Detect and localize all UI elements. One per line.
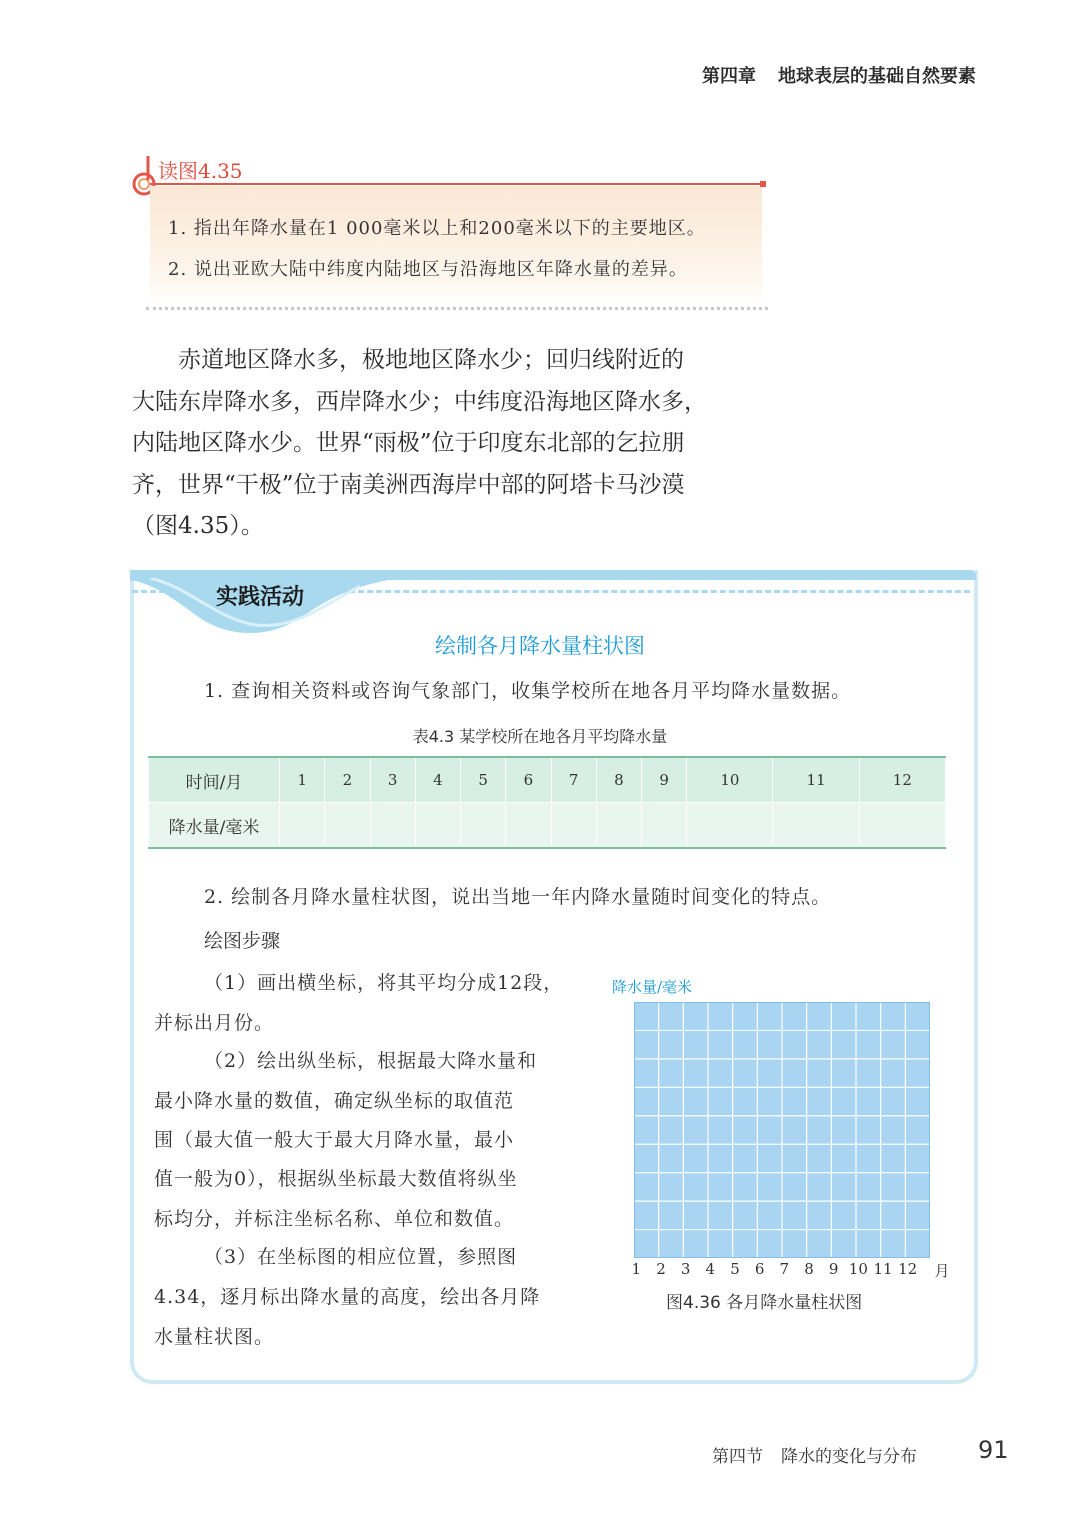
read-figure-divider [146,307,768,310]
table-header-month: 时间/月 [149,757,280,803]
footer-section [712,1442,917,1467]
table-cell-month: 8 [596,757,641,803]
body-line: 内陆地区降水少。世界“雨极”位于印度东北部的乞拉朋 [132,430,685,456]
read-figure-rule [150,183,764,185]
table-cell-month: 7 [551,757,596,803]
table-cell-rainfall[interactable] [280,803,325,849]
table-cell-rainfall[interactable] [325,803,370,849]
figure-caption: 图4.36 各月降水量柱状图 [666,1293,863,1313]
table-cell-rainfall[interactable] [551,803,596,849]
chapter-title: 地球表层的基础自然要素 [778,66,976,87]
rainfall-table [148,756,946,849]
blank-bar-chart-grid [634,1002,930,1258]
table-cell-month: 11 [773,757,859,803]
table-cell-rainfall[interactable] [642,803,687,849]
activity-step-1: 1. 查询相关资料或咨询气象部门，收集学校所在地各月平均降水量数据。 [204,680,852,702]
drawing-steps-title: 绘图步骤 [204,930,281,952]
step-text-line: 水量柱状图。 [154,1326,275,1348]
table-cell-month: 4 [415,757,460,803]
grid-x-tick-label: 5 [730,1260,740,1278]
table-row [149,803,946,849]
step-text-line: （2）绘出纵坐标，根据最大降水量和 [204,1050,538,1072]
table-cell-rainfall[interactable] [596,803,641,849]
grid-x-tick-label: 10 [848,1260,868,1278]
grid-x-tick-label: 4 [705,1260,716,1278]
table-cell-rainfall[interactable] [370,803,415,849]
step-text-line: （3）在坐标图的相应位置，参照图 [204,1246,518,1268]
body-line: 齐，世界“干极”位于南美洲西海岸中部的阿塔卡马沙漠 [132,471,685,498]
body-line: 大陆东岸降水多，西岸降水少；中纬度沿海地区降水多， [132,388,707,415]
table-cell-month: 10 [687,757,773,803]
read-figure-box [150,186,762,304]
table-cell-month: 1 [280,757,325,803]
step-text-line: 值一般为0），根据纵坐标最大数值将纵坐 [154,1168,518,1190]
table-cell-month: 3 [370,757,415,803]
table-cell-month: 6 [506,757,551,803]
step-text-line: 围（最大值一般大于最大月降水量，最小 [154,1129,515,1151]
chapter-header [0,62,976,88]
grid-x-tick-label: 7 [779,1260,790,1278]
body-line: 赤道地区降水多，极地地区降水少；回归线附近的 [178,347,684,373]
chapter-number: 第四章 [702,66,756,87]
table-cell-rainfall[interactable] [773,803,859,849]
grid-x-unit-label: 月 [934,1262,950,1280]
activity-label: 实践活动 [216,585,305,610]
table-cell-month: 2 [325,757,370,803]
table-caption: 表4.3 某学校所在地各月平均降水量 [412,727,668,746]
table-cell-month: 5 [461,757,506,803]
grid-x-tick-label: 1 [631,1260,642,1278]
grid-x-tick-label: 8 [804,1260,814,1278]
page-number: 91 [978,1436,1009,1464]
footer-section-number: 第四节 [712,1447,763,1467]
read-item-2: 2. 说出亚欧大陆中纬度内陆地区与沿海地区年降水量的差异。 [168,259,688,280]
grid-x-axis [631,1260,954,1280]
step-text-line: 最小降水量的数值，确定纵坐标的取值范 [154,1090,515,1112]
step-text-line: 4.34，逐月标出降水量的高度，绘出各月降 [154,1286,541,1308]
table-cell-rainfall[interactable] [859,803,945,849]
read-item-1: 1. 指出年降水量在1 000毫米以上和200毫米以下的主要地区。 [168,218,706,239]
body-line: （图4.35）。 [132,513,264,539]
table-cell-month: 9 [642,757,687,803]
grid-x-tick-label: 12 [898,1260,918,1278]
activity-step-2: 2. 绘制各月降水量柱状图，说出当地一年内降水量随时间变化的特点。 [204,886,832,908]
table-cell-rainfall[interactable] [687,803,773,849]
table-cell-rainfall[interactable] [461,803,506,849]
grid-x-tick-label: 3 [680,1260,691,1278]
grid-x-tick-label: 9 [828,1260,839,1278]
table-header-rainfall: 降水量/毫米 [149,803,280,849]
table-cell-rainfall[interactable] [506,803,551,849]
table-cell-rainfall[interactable] [415,803,460,849]
step-text-line: （1）画出横坐标，将其平均分成12段， [204,972,564,994]
read-figure-title: 读图4.35 [158,159,243,183]
table-cell-month: 12 [859,757,945,803]
grid-x-tick-label: 2 [656,1260,666,1278]
grid-x-tick-label: 11 [873,1260,893,1278]
step-text-line: 标均分，并标注坐标名称、单位和数值。 [154,1208,515,1230]
grid-x-tick-label: 6 [754,1260,765,1278]
table-row [149,757,946,803]
activity-title: 绘制各月降水量柱状图 [435,634,645,658]
footer-section-title: 降水的变化与分布 [781,1447,917,1467]
grid-y-axis-label: 降水量/毫米 [612,978,693,996]
body-paragraph [132,340,772,548]
step-text-line: 并标出月份。 [154,1012,275,1034]
